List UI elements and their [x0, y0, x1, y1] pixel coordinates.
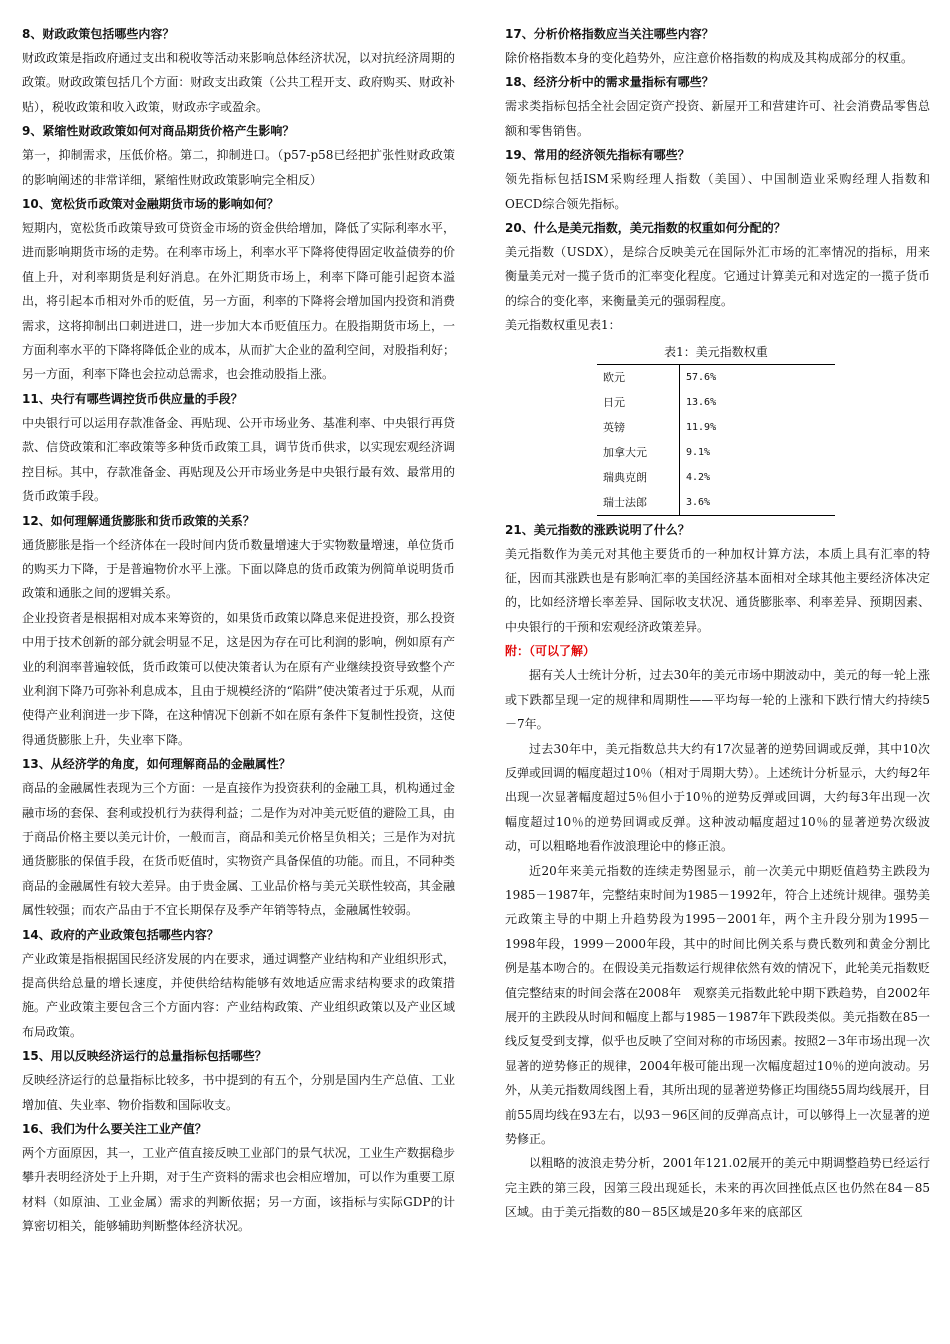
answer-paragraph: 领先指标包括ISM采购经理人指数（美国）、中国制造业采购经理人指数和OECD综合领先指标。	[505, 172, 930, 211]
question-heading: 14、政府的产业政策包括哪些内容？	[22, 927, 219, 942]
usdx-weight-table	[597, 364, 835, 516]
question-heading: 19、常用的经济领先指标有哪些？	[505, 148, 690, 163]
question-heading: 11、央行有哪些调控货币供应量的手段？	[22, 391, 243, 406]
right-upper-section	[505, 22, 930, 338]
table-row	[597, 490, 835, 516]
answer-paragraph: 短期内，宽松货币政策导致可贷资金市场的资金供给增加，降低了实际利率水平，进而影响期货市场的走势。在利率市场上，利率水平下降将使得固定收益债券的价值上升，对利率期货是利好消息。在外汇期货市场上，利率下降可能引起资本溢出，将引起本币相对外币的贬值，另一方面，利率的下降将会增加国内投资和消费需求，这将抑制出口刺进进口，进一步加大本币贬值压力。在股指期货市场上，一方面利率水平的下降将降低企业的成本，从而扩大企业的盈利空间，对股指利好；另一方面，利率下降也会拉动总需求，也会推动股指上涨。	[22, 221, 455, 382]
question-heading: 21、美元指数的涨跌说明了什么？	[505, 522, 690, 537]
answer-paragraph: 两个方面原因，其一，工业产值直接反映工业部门的景气状况，工业生产数据稳步攀升表明经济处于上升期，对于生产资料的需求也会相应增加，可以作为重要工原材料（如原油、工业金属）需求的判断依据；另一方面，该指标与实际GDP的计算密切相关，能够辅助判断整体经济状况。	[22, 1146, 455, 1234]
currency-cell: 欧元	[597, 364, 680, 390]
answer-paragraph: 美元指数（USDX），是综合反映美元在国际外汇市场的汇率情况的指标，用来衡量美元对一揽子货币的汇率变化程度。它通过计算美元和对选定的一揽子货币的综合的变化率，来衡量美元的强弱程度。	[505, 245, 930, 308]
currency-cell: 瑞典克朗	[597, 465, 680, 490]
usdx-weight-table-block	[597, 340, 835, 516]
appendix-heading: 附：（可以了解）	[505, 644, 596, 659]
answer-paragraph: 通货膨胀是指一个经济体在一段时间内货币数量增速大于实物数量增速，单位货币的购买力下降，于是普遍物价水平上涨。下面以降息的货币政策为例简单说明货币政策和通胀之间的逻辑关系。	[22, 537, 455, 601]
answer-paragraph: 反映经济运行的总量指标比较多，书中提到的有五个，分别是国内生产总值、工业增加值、失业率、物价指数和国际收支。	[22, 1073, 455, 1112]
question-heading: 20、什么是美元指数，美元指数的权重如何分配的？	[505, 221, 786, 236]
right-lower-section	[505, 518, 930, 1225]
appendix-paragraph: 据有关人士统计分析，过去30年的美元市场中期波动中，美元的每一轮上涨或下跌都呈现一定的规律和周期性——平均每一轮的上涨和下跌行情大约持续5－7年。	[505, 668, 930, 732]
currency-cell: 加拿大元	[597, 440, 680, 465]
answer-paragraph: 美元指数作为美元对其他主要货币的一种加权计算方法，本质上具有汇率的特征，因而其涨跌也是有影响汇率的美国经济基本面相对全球其他主要经济体决定的，比如经济增长率差异、国际收支状况、通货膨胀率、利率差异、预期因素、中央银行的干预和宏观经济政策差异。	[505, 546, 930, 634]
appendix-paragraph: 近20年来美元指数的连续走势图显示，前一次美元中期贬值趋势主跌段为1985－1987年，完整结束时间为1985－1992年，符合上述统计规律。强势美元政策主导的中期上升趋势段为1995－2001年，两个主升段分别为1995－1998年段，1999－2000年段，其中的时间比例关系与费氏数列和黄金分割比例是基本吻合的。在假设美元指数运行规律依然有效的情况下，此轮美元指数贬值完整结束的时间会落在2008年 观察美元指数此轮中期下跌趋势，自2002年展开的主跌段从时间和幅度上都与1985－1987年下跌段类似。美元指数在85一线反复受到支撑，似乎也反映了空间对称的市场因素。按照2－3年市场出现一次显著的逆势修正的规律，2004年极可能出现一次幅度超过10％的逆向波动。另外，从美元指数周线图上看，其所出现的显著逆势修正均围绕55周均线展开，目前55周均线在93左右，以93－96区间的反弹高点计，可以够得上一次显著的逆势修正。	[505, 863, 930, 1146]
answer-paragraph: 中央银行可以运用存款准备金、再贴现、公开市场业务、基准利率、中央银行再贷款、信贷政策和汇率政策等多种货币政策工具，调节货币供求，以实现宏观经济调控目标。其中，存款准备金、再贴现及公开市场业务是中央银行最有效、最常用的货币政策手段。	[22, 415, 455, 504]
answer-paragraph: 财政政策是指政府通过支出和税收等活动来影响总体经济状况，以对抗经济周期的政策。财政政策包括几个方面：财政支出政策（公共工程开支、政府购买、财政补贴），税收政策和收入政策，财政赤字或盈余。	[22, 51, 455, 114]
question-heading: 18、经济分析中的需求量指标有哪些？	[505, 75, 714, 90]
weight-cell: 11.9%	[686, 421, 717, 433]
question-heading: 8、财政政策包括哪些内容？	[22, 27, 175, 41]
appendix-paragraph: 以粗略的波浪走势分析，2001年121.02展开的美元中期调整趋势已经运行完主跌的第三段，因第三段出现延长，未来的再次回挫低点区也仍然在84－85区域。由于美元指数的80－85区域是20多年来的底部区	[505, 1156, 930, 1220]
currency-cell: 日元	[597, 390, 680, 415]
answer-paragraph: 商品的金融属性表现为三个方面：一是直接作为投资获利的金融工具，机构通过金融市场的套保、套利或投机行为获得利益；二是作为对冲美元贬值的避险工具，由于商品价格主要以美元计价，一般而言，商品和美元价格呈负相关；三是作为对抗通货膨胀的保值手段，在货币贬值时，实物资产具备保值的功能。而且，不同种类商品的金融属性有较大差异。由于贵金属、工业品价格与美元关联性较高，其金融属性较强；而农产品由于不宜长期保存及季产年销等特点，金融属性较弱。	[22, 781, 455, 918]
question-heading: 17、分析价格指数应当关注哪些内容？	[505, 27, 714, 41]
right-column	[505, 22, 930, 1225]
table-row	[597, 364, 835, 390]
weight-cell: 4.2%	[686, 471, 711, 483]
table-row	[597, 390, 835, 415]
table-title: 表1：美元指数权重	[664, 344, 768, 359]
question-heading: 13、从经济学的角度，如何理解商品的金融属性？	[22, 757, 291, 772]
weight-cell: 9.1%	[686, 446, 711, 458]
table-row	[597, 440, 835, 465]
answer-paragraph: 第一，抑制需求，压低价格。第二，抑制进口。（p57-p58已经把扩张性财政政策的影响阐述的非常详细，紧缩性财政政策影响完全相反）	[22, 148, 455, 187]
answer-paragraph: 美元指数权重见表1：	[505, 318, 621, 333]
weight-cell: 3.6%	[680, 490, 836, 516]
left-column	[22, 22, 455, 1239]
question-heading: 16、我们为什么要关注工业产值？	[22, 1122, 207, 1137]
answer-paragraph: 企业投资者是根据相对成本来筹资的，如果货币政策以降息来促进投资，那么投资中用于技术创新的部分就会明显不足，这是因为存在可比利润的影响，例如原有产业的利润率普遍较低，货币政策可以使决策者认为在原有产业继续投资导致整个产业利润下降乃可弥补利息成本，且由于规模经济的“陷阱”使决策者过于乐观，从而使得产业利润进一步下降，在这种情况下创新不如在原有条件下复制性投资，这使得通货膨胀上升，失业率下降。	[22, 610, 455, 747]
question-heading: 15、用以反映经济运行的总量指标包括哪些？	[22, 1049, 267, 1064]
question-heading: 9、紧缩性财政政策如何对商品期货价格产生影响？	[22, 124, 295, 139]
weight-cell: 13.6%	[686, 396, 717, 408]
appendix-paragraph: 过去30年中，美元指数总共大约有17次显著的逆势回调或反弹，其中10次反弹或回调的幅度超过10％（相对于周期大势）。上述统计分析显示，大约每2年出现一次显著幅度超过5％但小于10％的逆势反弹或回调，大约每3年出现一次幅度超过10％的逆势回调或反弹。这种波动幅度超过10％的显著逆势次级波动，可以粗略地看作波浪理论中的修正浪。	[505, 741, 930, 854]
currency-cell: 英镑	[597, 415, 680, 440]
currency-cell: 瑞士法郎	[597, 490, 680, 516]
table-row	[597, 465, 835, 490]
question-heading: 12、如何理解通货膨胀和货币政策的关系？	[22, 513, 255, 528]
answer-paragraph: 除价格指数本身的变化趋势外，应注意价格指数的构成及其构成部分的权重。	[505, 51, 914, 65]
answer-paragraph: 需求类指标包括全社会固定资产投资、新屋开工和营建许可、社会消费品零售总额和零售销售。	[505, 99, 930, 138]
weight-cell: 57.6%	[680, 364, 836, 390]
question-heading: 10、宽松货币政策对金融期货市场的影响如何？	[22, 197, 279, 212]
table-row	[597, 415, 835, 440]
answer-paragraph: 产业政策是指根据国民经济发展的内在要求，通过调整产业结构和产业组织形式，提高供给总量的增长速度，并使供给结构能够有效地适应需求结构要求的政策措施。产业政策主要包含三个方面内容：产业结构政策、产业组织政策以及产业区域布局政策。	[22, 951, 455, 1039]
